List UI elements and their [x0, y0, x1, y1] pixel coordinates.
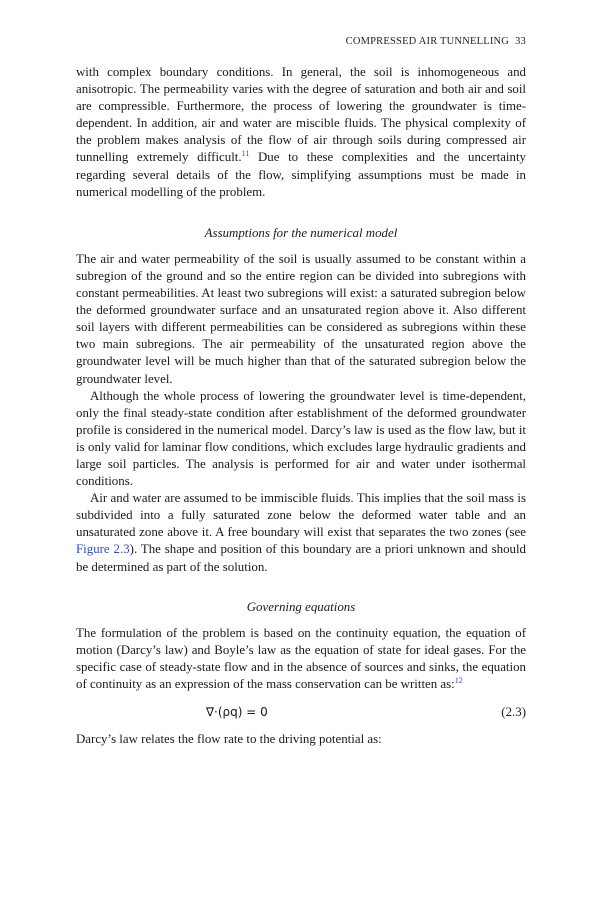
paragraph-formulation: [76, 625, 526, 693]
equation-expression: ∇·(ρq) = 0: [206, 705, 268, 720]
figure-link[interactable]: Figure 2.3: [76, 542, 130, 557]
section-heading-governing: Governing equations: [246, 599, 356, 614]
running-header: [346, 36, 526, 47]
paragraph-formulation-text: The formulation of the problem is based on the continuity equation, the equation of motion (Darcy’s law) and Boyle’s law as the equation of state for ideal gases. For the specific case of steady-state flow and in the absence of sources and sinks, the equation of continuity as an expression of the mass conservation can be written as:: [76, 625, 526, 691]
paragraph-steady-state: Although the whole process of lowering the groundwater level is time-dependent, only the final steady-state condition after establishment of the deformed groundwater profile is considered in the numerical model. Darcy’s law is used as the flow law, but it is only valid for laminar flow conditions, which excludes large hydraulic gradients and large soil particles. The analysis is performed for air and water under isothermal conditions.: [76, 388, 526, 489]
paragraph-intro: [76, 64, 526, 201]
footnote-ref-11[interactable]: 11: [241, 149, 250, 159]
paragraph-intro-text: with complex boundary conditions. In general, the soil is inhomogeneous and anisotropic. The permeability varies with the degree of saturation and both air and soil are compressible. Furthermore, the process of lowering the groundwater is time-dependent. In addition, air and water are miscible fluids. The physical complexity of the problem makes analysis of the flow of air through soils during compressed air tunnelling extremely difficult.: [76, 65, 526, 165]
footnote-ref-12[interactable]: 12: [454, 676, 463, 685]
section-heading-assumptions: Assumptions for the numerical model: [204, 225, 398, 240]
body-text: [76, 64, 526, 748]
running-title: COMPRESSED AIR TUNNELLING: [345, 36, 510, 47]
paragraph-immiscible-text: Air and water are assumed to be immiscible fluids. This implies that the soil mass is subdivided into a fully saturated zone below the deformed water table and an unsaturated zone above it. A free boundary will exist that separates the two zones (see: [76, 491, 526, 540]
paragraph-permeability: The air and water permeability of the soil is usually assumed to be constant within a subregion of the ground and so the entire region can be divided into subregions with constant permeabilities. At least two subregions will exist: a saturated subregion below the deformed groundwater surface and an unsaturated region above it. Also different soil layers with different permeabilities can be considered as subregions within these two main subregions. The air permeability of the unsaturated region above the groundwater level will be much higher than that of the saturated subregion below the groundwater level.: [76, 251, 526, 386]
paragraph-immiscible: [76, 490, 526, 575]
paragraph-darcy: Darcy’s law relates the flow rate to the driving potential as:: [76, 732, 382, 747]
equation-2-3: [76, 704, 526, 721]
equation-number: (2.3): [501, 705, 526, 720]
page-number: 33: [515, 36, 526, 47]
paragraph-immiscible-text-cont: ). The shape and position of this boundary are a priori unknown and should be determined as part of the solution.: [76, 542, 526, 574]
paragraph-intro-text-cont: Due to these complexities and the uncertainty regarding several details of the flow, simplifying assumptions must be made in numerical modelling of the problem.: [76, 150, 526, 199]
